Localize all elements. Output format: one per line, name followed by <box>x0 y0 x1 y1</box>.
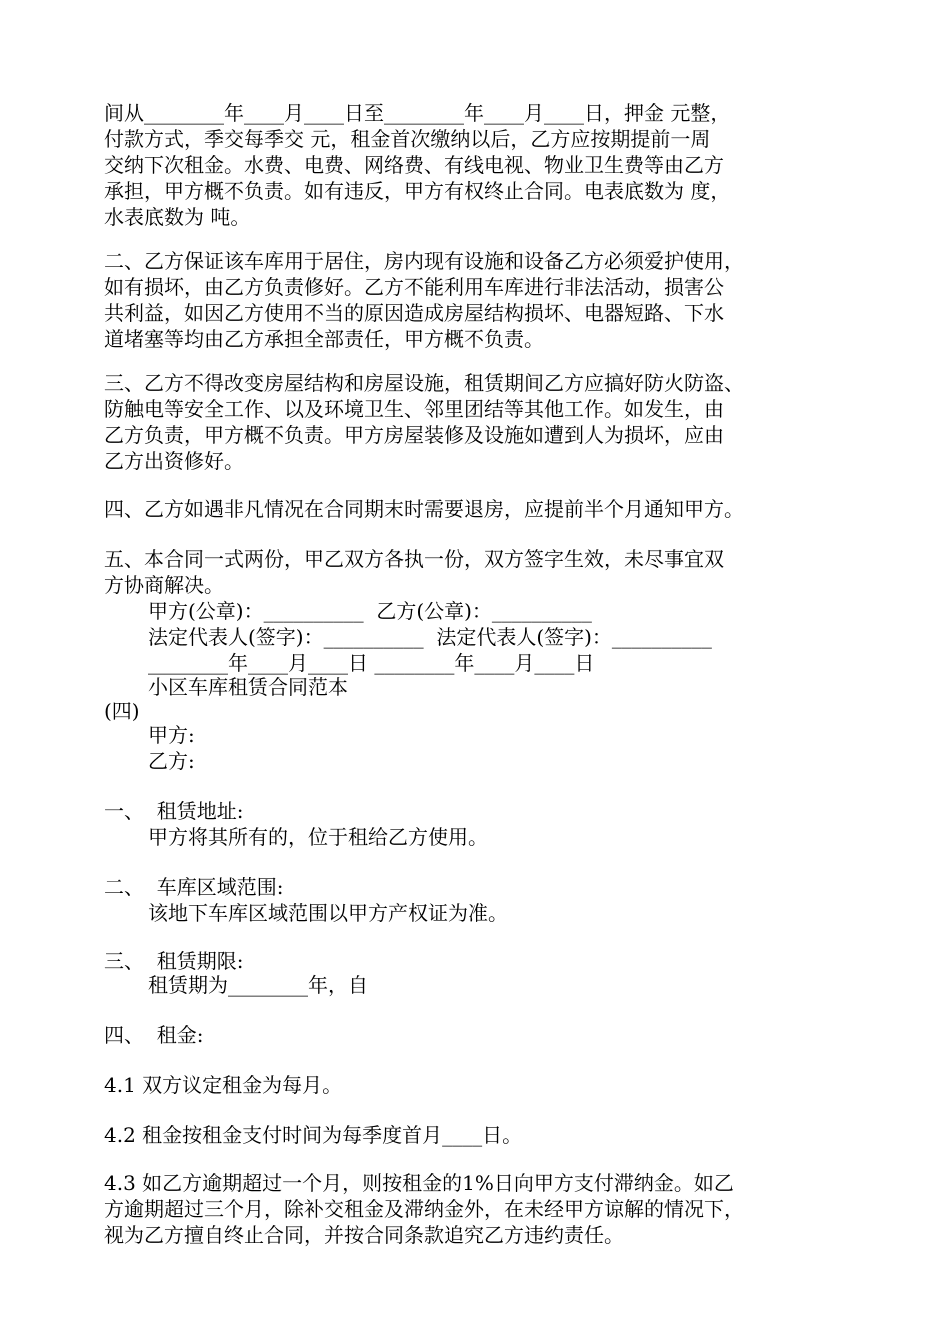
signature-date-line: ________年____月____日 ________年____月____日 <box>148 651 595 675</box>
clause-4-3-line-2: 方逾期超过三个月，除补交租金及滞纳金外，在未经甲方谅解的情况下， <box>104 1197 744 1221</box>
section-1-heading: 一、 租赁地址: <box>104 799 244 823</box>
section-3-heading: 三、 租赁期限: <box>104 949 244 973</box>
paragraph-1-line-3: 交纳下次租金。水费、电费、网络费、有线电视、物业卫生费等由乙方 <box>104 153 724 177</box>
paragraph-1-line-1: 间从________年____月____日至________年____月____日，押金 元整， <box>104 101 731 125</box>
section-4-heading: 四、 租金: <box>104 1023 204 1047</box>
paragraph-2-line-1: 二、乙方保证该车库用于居住，房内现有设施和设备乙方必须爱护使用， <box>104 249 744 273</box>
paragraph-1-line-4: 承担，甲方概不负责。如有违反，甲方有权终止合同。电表底数为 度， <box>104 179 731 203</box>
paragraph-3-line-4: 乙方出资修好。 <box>104 449 244 473</box>
paragraph-1-line-2: 付款方式，季交每季交 元，租金首次缴纳以后，乙方应按期提前一周 <box>104 127 711 151</box>
paragraph-2-line-3: 共利益，如因乙方使用不当的原因造成房屋结构损坏、电器短路、下水 <box>104 301 724 325</box>
paragraph-5-line-2: 方协商解决。 <box>104 573 224 597</box>
section-2-heading: 二、 车库区域范围: <box>104 875 284 899</box>
paragraph-1-line-5: 水表底数为 吨。 <box>104 205 251 229</box>
party-a-label: 甲方: <box>148 723 195 747</box>
clause-4-3-line-1: 4.3 如乙方逾期超过一个月，则按租金的1%日向甲方支付滞纳金。如乙 <box>104 1171 734 1195</box>
paragraph-5-line-1: 五、本合同一式两份，甲乙双方各执一份，双方签字生效，未尽事宜双 <box>104 547 724 571</box>
contract-number: (四) <box>104 699 140 723</box>
section-2-body: 该地下车库区域范围以甲方产权证为准。 <box>148 901 508 925</box>
section-1-body: 甲方将其所有的，位于租给乙方使用。 <box>148 825 488 849</box>
party-b-label: 乙方: <box>148 749 195 773</box>
paragraph-4-line-1: 四、乙方如遇非凡情况在合同期末时需要退房，应提前半个月通知甲方。 <box>104 497 744 521</box>
clause-4-3-line-3: 视为乙方擅自终止合同，并按合同条款追究乙方违约责任。 <box>104 1223 624 1247</box>
paragraph-2-line-4: 道堵塞等均由乙方承担全部责任，甲方概不负责。 <box>104 327 544 351</box>
signature-party-line: 甲方(公章)：__________ 乙方(公章)：__________ <box>148 599 592 623</box>
paragraph-3-line-3: 乙方负责，甲方概不负责。甲方房屋装修及设施如遭到人为损坏，应由 <box>104 423 724 447</box>
paragraph-3-line-1: 三、乙方不得改变房屋结构和房屋设施，租赁期间乙方应搞好防火防盗、 <box>104 371 744 395</box>
signature-representative-line: 法定代表人(签字)：__________ 法定代表人(签字)：__________ <box>148 625 712 649</box>
section-3-body: 租赁期为________年，自 <box>148 973 368 997</box>
paragraph-3-line-2: 防触电等安全工作、以及环境卫生、邻里团结等其他工作。如发生，由 <box>104 397 724 421</box>
contract-title: 小区车库租赁合同范本 <box>148 675 348 699</box>
clause-4-1: 4.1 双方议定租金为每月。 <box>104 1073 343 1097</box>
paragraph-2-line-2: 如有损坏，由乙方负责修好。乙方不能利用车库进行非法活动，损害公 <box>104 275 724 299</box>
clause-4-2: 4.2 租金按租金支付时间为每季度首月____日。 <box>104 1123 523 1147</box>
